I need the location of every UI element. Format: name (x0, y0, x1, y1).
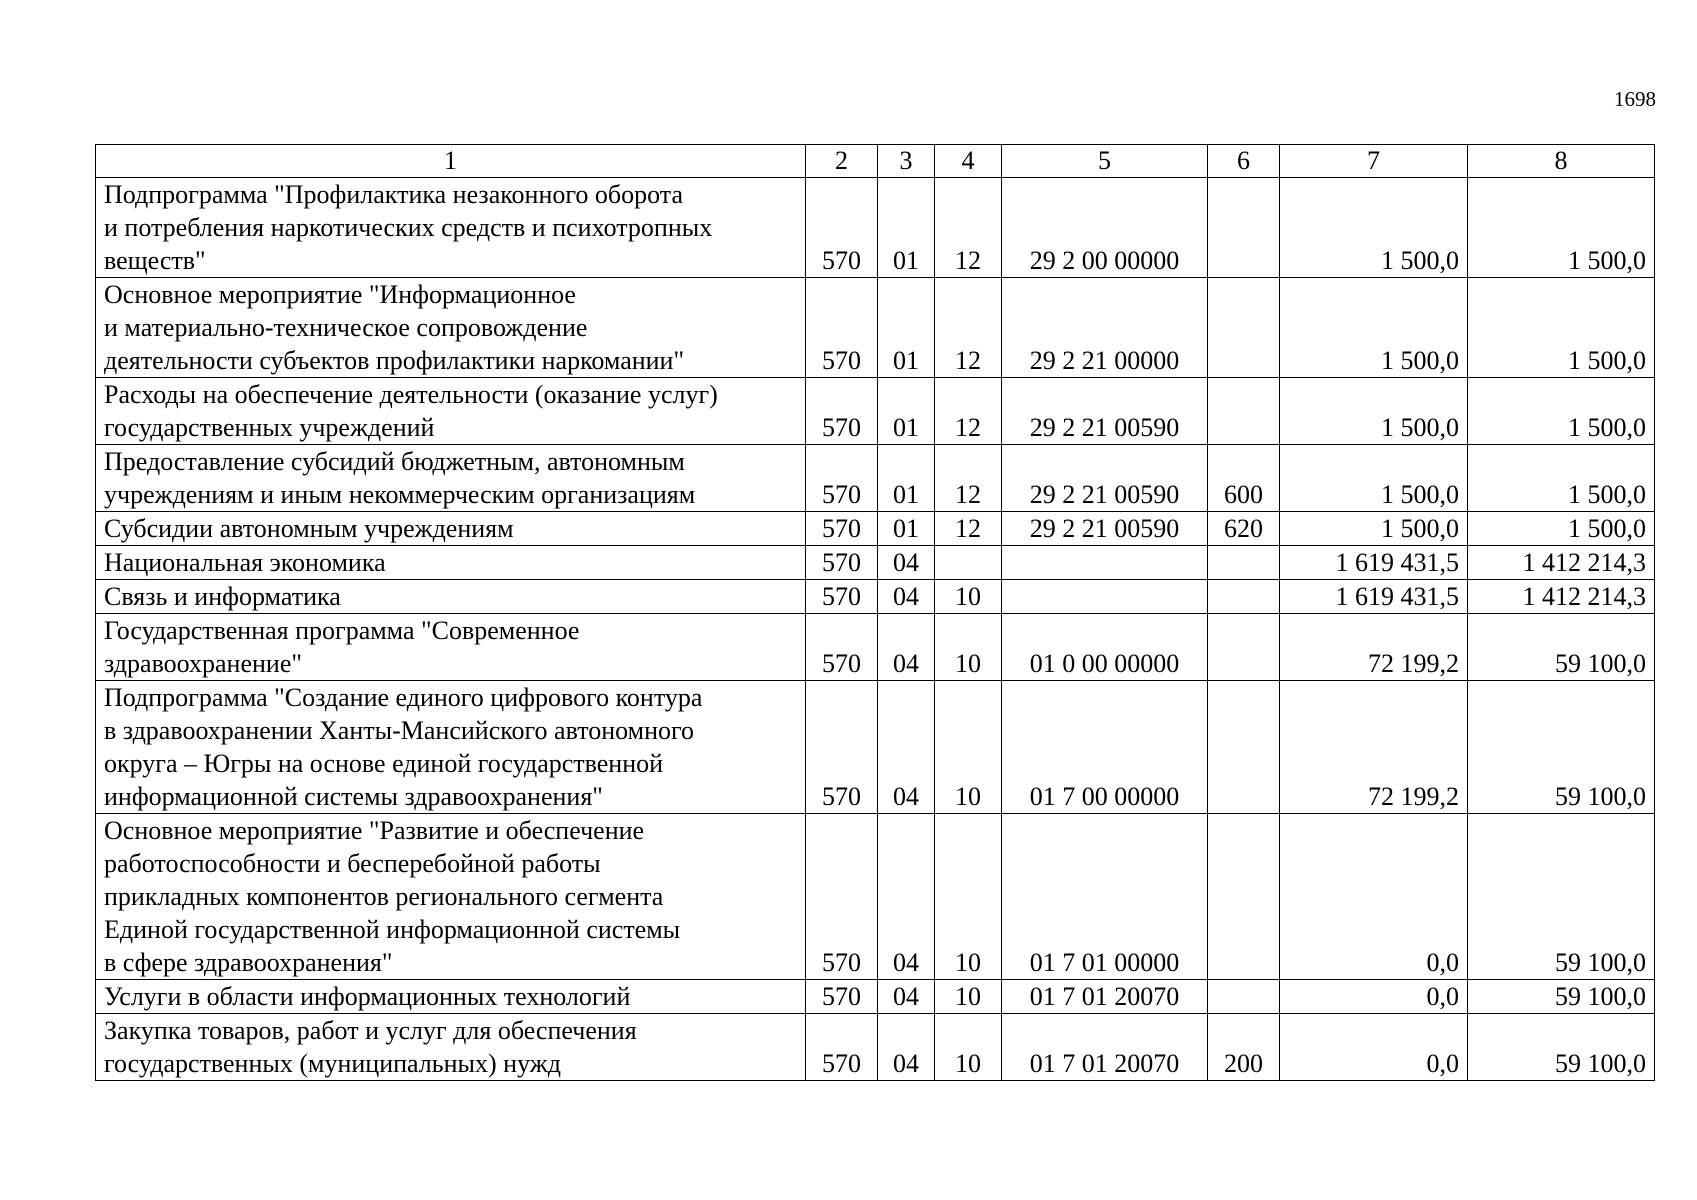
cell-expense-type (1208, 278, 1280, 378)
cell-code-section: 01 (878, 512, 935, 546)
column-header-3: 3 (878, 145, 935, 178)
cell-expense-type (1208, 580, 1280, 614)
cell-code-subsection: 10 (935, 681, 1002, 814)
cell-amount-col7: 0,0 (1280, 814, 1468, 980)
cell-amount-col8: 1 500,0 (1468, 378, 1655, 445)
cell-code-section: 04 (878, 580, 935, 614)
cell-code-section: 04 (878, 681, 935, 814)
cell-target-article: 01 7 01 00000 (1002, 814, 1208, 980)
cell-code-admin: 570 (806, 580, 878, 614)
cell-amount-col8: 1 412 214,3 (1468, 580, 1655, 614)
cell-amount-col7: 72 199,2 (1280, 614, 1468, 681)
description-line: информационной системы здравоохранения" (104, 782, 603, 811)
page-number: 1698 (1614, 87, 1656, 111)
row-description (96, 580, 806, 614)
cell-expense-type (1208, 614, 1280, 681)
description-line: и потребления наркотических средств и психотропных (104, 213, 713, 242)
cell-amount-col7: 1 500,0 (1280, 278, 1468, 378)
cell-amount-col7: 72 199,2 (1280, 681, 1468, 814)
row-description (96, 1014, 806, 1081)
cell-amount-col8: 1 412 214,3 (1468, 546, 1655, 580)
column-header-6: 6 (1208, 145, 1280, 178)
description-line: веществ" (104, 246, 206, 275)
cell-expense-type: 600 (1208, 445, 1280, 512)
table-row (96, 278, 1655, 378)
cell-code-admin: 570 (806, 980, 878, 1014)
table-body (96, 178, 1655, 1081)
cell-amount-col8: 1 500,0 (1468, 445, 1655, 512)
cell-code-section: 04 (878, 980, 935, 1014)
table-row (96, 546, 1655, 580)
cell-amount-col7: 1 500,0 (1280, 445, 1468, 512)
cell-amount-col7: 0,0 (1280, 1014, 1468, 1081)
row-description (96, 278, 806, 378)
table-row (96, 378, 1655, 445)
description-line: Услуги в области информационных технологий (104, 982, 631, 1011)
table-row (96, 512, 1655, 546)
cell-amount-col8: 59 100,0 (1468, 814, 1655, 980)
cell-expense-type (1208, 814, 1280, 980)
cell-amount-col7: 1 619 431,5 (1280, 580, 1468, 614)
description-line: государственных учреждений (104, 413, 435, 442)
cell-code-section: 04 (878, 814, 935, 980)
column-header-5: 5 (1002, 145, 1208, 178)
description-line: Единой государственной информационной системы (104, 915, 681, 944)
description-line: деятельности субъектов профилактики наркомании" (104, 346, 685, 375)
cell-code-admin: 570 (806, 378, 878, 445)
cell-code-subsection: 10 (935, 1014, 1002, 1081)
row-description (96, 445, 806, 512)
cell-code-subsection: 10 (935, 980, 1002, 1014)
description-line: работоспособности и бесперебойной работы (104, 849, 601, 878)
row-description (96, 378, 806, 445)
cell-amount-col8: 1 500,0 (1468, 178, 1655, 278)
description-line: здравоохранение" (104, 649, 302, 678)
cell-code-section: 04 (878, 614, 935, 681)
column-header-1: 1 (96, 145, 806, 178)
description-line: Предоставление субсидий бюджетным, автономным (104, 447, 685, 476)
cell-code-admin: 570 (806, 614, 878, 681)
description-line: Государственная программа "Современное (104, 616, 580, 645)
cell-amount-col8: 1 500,0 (1468, 512, 1655, 546)
cell-amount-col8: 59 100,0 (1468, 681, 1655, 814)
cell-target-article: 29 2 21 00590 (1002, 378, 1208, 445)
cell-code-admin: 570 (806, 681, 878, 814)
table-row (96, 614, 1655, 681)
cell-code-subsection: 12 (935, 512, 1002, 546)
cell-expense-type (1208, 378, 1280, 445)
cell-code-admin: 570 (806, 178, 878, 278)
description-line: и материально-техническое сопровождение (104, 313, 588, 342)
cell-target-article: 01 7 00 00000 (1002, 681, 1208, 814)
description-line: Расходы на обеспечение деятельности (оказание услуг) (104, 380, 718, 409)
table-row (96, 681, 1655, 814)
description-line: Национальная экономика (104, 548, 386, 577)
cell-code-subsection: 12 (935, 278, 1002, 378)
cell-target-article: 01 7 01 20070 (1002, 980, 1208, 1014)
row-description (96, 178, 806, 278)
description-line: Основное мероприятие "Информационное (104, 280, 576, 309)
cell-target-article: 29 2 21 00000 (1002, 278, 1208, 378)
row-description (96, 980, 806, 1014)
description-line: в здравоохранении Ханты-Мансийского автономного (104, 716, 695, 745)
column-header-7: 7 (1280, 145, 1468, 178)
cell-expense-type: 620 (1208, 512, 1280, 546)
cell-target-article (1002, 580, 1208, 614)
cell-code-subsection: 12 (935, 378, 1002, 445)
description-line: Подпрограмма "Создание единого цифрового контура (104, 683, 703, 712)
cell-amount-col7: 1 619 431,5 (1280, 546, 1468, 580)
table-row (96, 178, 1655, 278)
row-description (96, 614, 806, 681)
cell-code-subsection (935, 546, 1002, 580)
table-row (96, 980, 1655, 1014)
cell-code-admin: 570 (806, 445, 878, 512)
cell-expense-type (1208, 980, 1280, 1014)
cell-target-article: 01 0 00 00000 (1002, 614, 1208, 681)
cell-code-subsection: 10 (935, 614, 1002, 681)
cell-amount-col8: 59 100,0 (1468, 614, 1655, 681)
table-row (96, 1014, 1655, 1081)
description-line: Основное мероприятие "Развитие и обеспечение (104, 816, 645, 845)
cell-code-admin: 570 (806, 1014, 878, 1081)
description-line: в сфере здравоохранения" (104, 948, 393, 977)
header-row (96, 145, 1655, 178)
cell-code-section: 01 (878, 278, 935, 378)
description-line: Субсидии автономным учреждениям (104, 514, 514, 543)
table-row (96, 445, 1655, 512)
cell-code-section: 04 (878, 546, 935, 580)
description-line: Подпрограмма "Профилактика незаконного оборота (104, 180, 683, 209)
cell-target-article: 29 2 21 00590 (1002, 512, 1208, 546)
cell-target-article (1002, 546, 1208, 580)
description-line: прикладных компонентов регионального сегмента (104, 882, 664, 911)
cell-expense-type: 200 (1208, 1014, 1280, 1081)
cell-amount-col7: 0,0 (1280, 980, 1468, 1014)
cell-code-subsection: 10 (935, 814, 1002, 980)
cell-target-article: 01 7 01 20070 (1002, 1014, 1208, 1081)
cell-expense-type (1208, 178, 1280, 278)
cell-target-article: 29 2 21 00590 (1002, 445, 1208, 512)
cell-code-section: 01 (878, 445, 935, 512)
description-line: учреждениям и иным некоммерческим организациям (104, 480, 696, 509)
table-row (96, 814, 1655, 980)
table-row (96, 580, 1655, 614)
row-description (96, 512, 806, 546)
cell-code-subsection: 12 (935, 445, 1002, 512)
cell-amount-col7: 1 500,0 (1280, 178, 1468, 278)
column-header-2: 2 (806, 145, 878, 178)
cell-expense-type (1208, 681, 1280, 814)
description-line: Связь и информатика (104, 582, 341, 611)
cell-code-admin: 570 (806, 278, 878, 378)
row-description (96, 814, 806, 980)
cell-amount-col7: 1 500,0 (1280, 378, 1468, 445)
cell-code-subsection: 10 (935, 580, 1002, 614)
cell-code-section: 01 (878, 178, 935, 278)
description-line: Закупка товаров, работ и услуг для обеспечения (104, 1016, 637, 1045)
cell-amount-col7: 1 500,0 (1280, 512, 1468, 546)
description-line: округа – Югры на основе единой государственной (104, 749, 664, 778)
cell-code-admin: 570 (806, 814, 878, 980)
cell-code-section: 04 (878, 1014, 935, 1081)
cell-amount-col8: 1 500,0 (1468, 278, 1655, 378)
cell-code-admin: 570 (806, 512, 878, 546)
cell-code-subsection: 12 (935, 178, 1002, 278)
column-header-8: 8 (1468, 145, 1655, 178)
cell-expense-type (1208, 546, 1280, 580)
table-header (96, 145, 1655, 178)
cell-code-section: 01 (878, 378, 935, 445)
row-description (96, 681, 806, 814)
cell-amount-col8: 59 100,0 (1468, 1014, 1655, 1081)
description-line: государственных (муниципальных) нужд (104, 1049, 561, 1078)
cell-amount-col8: 59 100,0 (1468, 980, 1655, 1014)
cell-code-admin: 570 (806, 546, 878, 580)
column-header-4: 4 (935, 145, 1002, 178)
budget-table (95, 144, 1655, 1081)
cell-target-article: 29 2 00 00000 (1002, 178, 1208, 278)
row-description (96, 546, 806, 580)
